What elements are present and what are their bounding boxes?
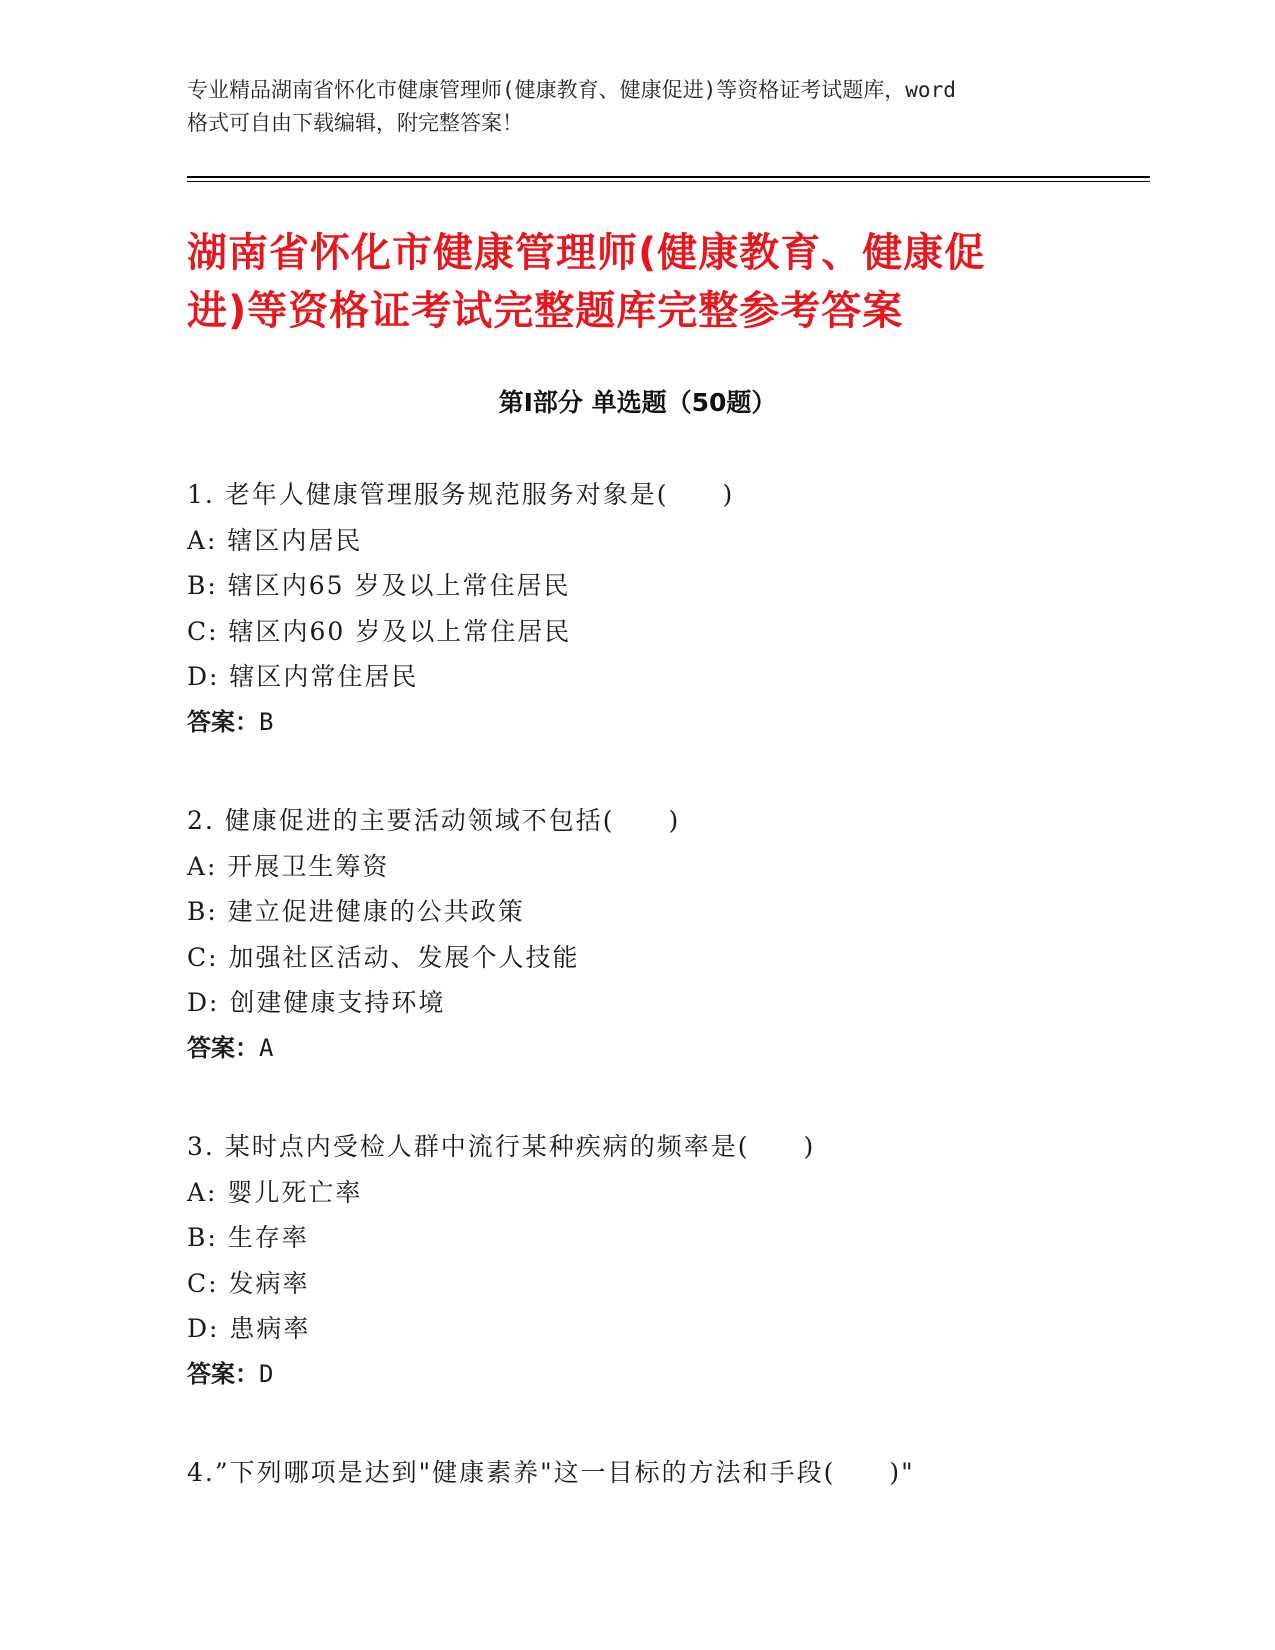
question-stem: 4.”下列哪项是达到"健康素养"这一目标的方法和手段( )" — [187, 1458, 915, 1487]
header-note — [187, 74, 1087, 140]
question-4 — [187, 1450, 1137, 1496]
option-b: B: 辖区内65 岁及以上常住居民 — [187, 571, 571, 600]
question-1 — [187, 472, 1137, 745]
header-note-line-1: 专业精品湖南省怀化市健康管理师(健康教育、健康促进)等资格证考试题库，word — [187, 78, 956, 102]
document-title-line-2: 进)等资格证考试完整题库完整参考答案 — [187, 288, 904, 334]
option-d: D: 辖区内常住居民 — [187, 662, 419, 691]
document-title — [187, 224, 1087, 340]
question-3 — [187, 1124, 1137, 1397]
option-d: D: 患病率 — [187, 1314, 311, 1343]
document-title-line-1: 湖南省怀化市健康管理师(健康教育、健康促 — [187, 230, 986, 276]
option-b: B: 建立促进健康的公共政策 — [187, 897, 525, 926]
answer-line — [187, 1352, 1137, 1398]
header-divider-thick — [187, 176, 1150, 178]
option-a: A: 婴儿死亡率 — [187, 1177, 363, 1207]
question-2 — [187, 798, 1137, 1071]
question-stem: 1. 老年人健康管理服务规范服务对象是( ) — [187, 480, 735, 509]
answer-label: 答案： — [187, 707, 259, 736]
answer-line — [187, 1026, 1137, 1072]
question-stem: 3. 某时点内受检人群中流行某种疾病的频率是( ) — [187, 1132, 816, 1161]
section-heading: 第Ⅰ部分 单选题（50题） — [498, 388, 777, 417]
option-a: A: 辖区内居民 — [187, 525, 363, 555]
option-c: C: 加强社区活动、发展个人技能 — [187, 942, 580, 972]
header-divider-thin — [187, 181, 1150, 182]
option-b: B: 生存率 — [187, 1223, 309, 1252]
option-c: C: 发病率 — [187, 1268, 310, 1298]
header-note-line-2: 格式可自由下载编辑，附完整答案！ — [187, 111, 523, 135]
answer-value: D — [259, 1359, 274, 1388]
option-c: C: 辖区内60 岁及以上常住居民 — [187, 616, 572, 646]
answer-label: 答案： — [187, 1033, 259, 1062]
option-a: A: 开展卫生筹资 — [187, 851, 390, 881]
answer-value: A — [259, 1033, 274, 1062]
question-list — [187, 472, 1137, 1549]
answer-label: 答案： — [187, 1359, 259, 1388]
question-stem: 2. 健康促进的主要活动领域不包括( ) — [187, 806, 681, 835]
answer-line — [187, 700, 1137, 746]
answer-value: B — [259, 707, 274, 736]
option-d: D: 创建健康支持环境 — [187, 988, 446, 1017]
